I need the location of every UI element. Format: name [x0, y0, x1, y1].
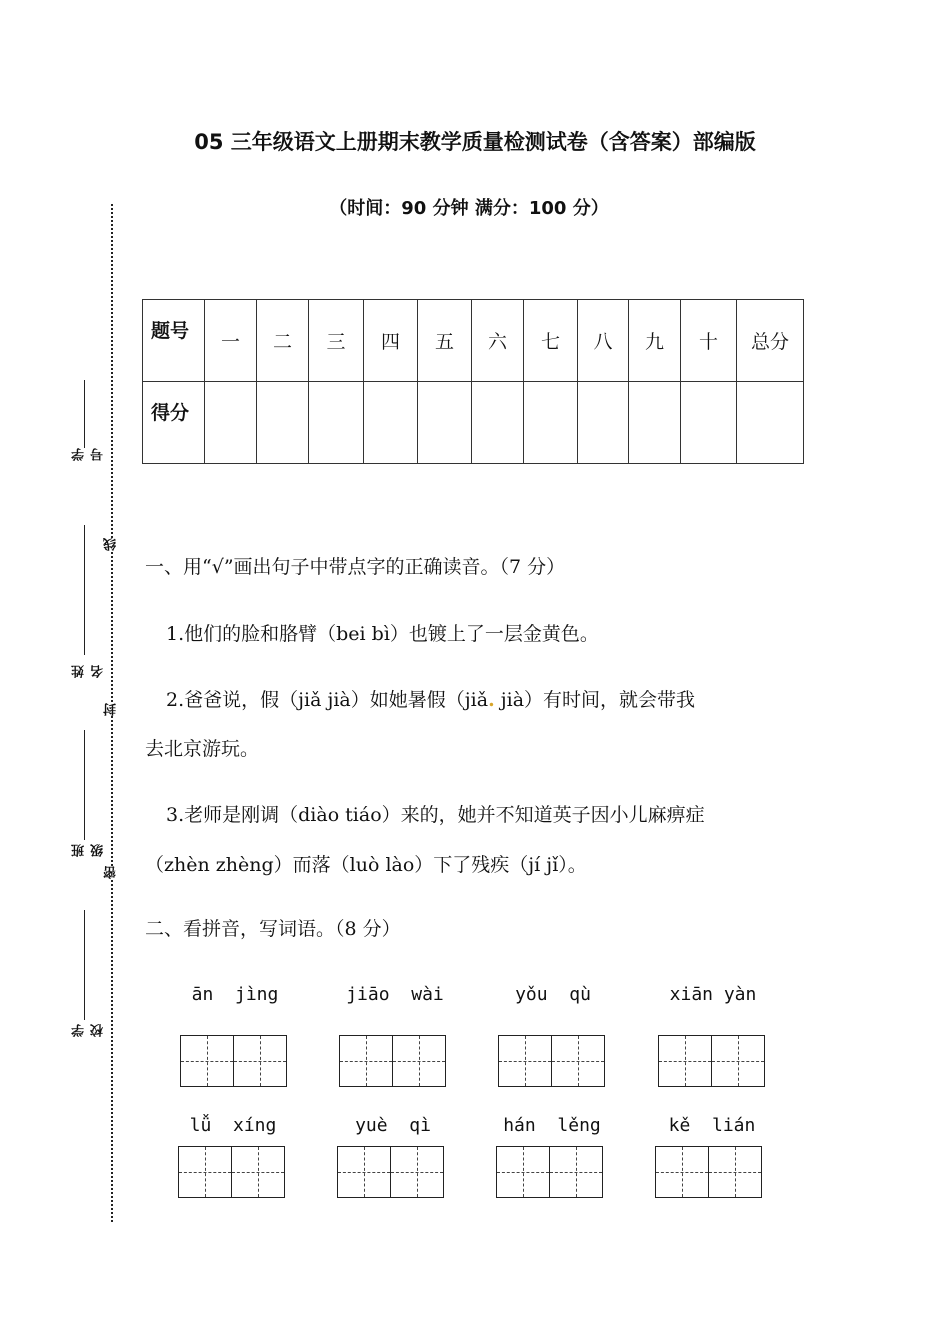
pinyin-label: hán lěng: [503, 1115, 601, 1136]
column-header: 三: [309, 300, 364, 382]
student-id-label: 学号: [72, 448, 106, 461]
score-cell[interactable]: [205, 382, 257, 464]
page-title: 05 三年级语文上册期末教学质量检测试卷（含答案）部编版: [194, 130, 756, 154]
writing-cell[interactable]: [655, 1146, 709, 1198]
class-line[interactable]: [84, 730, 85, 840]
score-cell[interactable]: [364, 382, 418, 464]
score-cell[interactable]: [629, 382, 681, 464]
score-cell[interactable]: [578, 382, 629, 464]
seal-word-secret: 密: [104, 866, 119, 879]
writing-cell[interactable]: [708, 1146, 762, 1198]
class-label: 班级: [72, 844, 106, 857]
writing-cell[interactable]: [233, 1035, 287, 1087]
writing-grid[interactable]: [180, 1035, 287, 1087]
score-cell[interactable]: [418, 382, 472, 464]
pinyin-label: lǚ xíng: [189, 1115, 277, 1136]
name-label: 姓名: [72, 665, 106, 678]
score-cell[interactable]: [309, 382, 364, 464]
writing-cell[interactable]: [231, 1146, 285, 1198]
question-1-3-continued: （zhèn zhèng）而落（luò lào）下了残疾（jí jǐ）。: [145, 854, 587, 876]
pinyin-label: yuè qì: [355, 1115, 431, 1136]
writing-grid[interactable]: [178, 1146, 285, 1198]
score-cell[interactable]: [257, 382, 309, 464]
score-cell[interactable]: [737, 382, 804, 464]
question-1-2-part-a: 2.爸爸说，假（jiǎ jià）如她暑假（jiǎ: [166, 689, 489, 711]
seal-word-seal: 封: [104, 703, 119, 716]
writing-grid[interactable]: [339, 1035, 446, 1087]
writing-cell[interactable]: [658, 1035, 712, 1087]
seal-word-line: 线: [104, 538, 119, 551]
section-2-heading: 二、看拼音，写词语。（8 分）: [145, 918, 401, 940]
school-line[interactable]: [84, 910, 85, 1020]
question-number-label: 题号: [143, 300, 205, 382]
question-1-2-continued: 去北京游玩。: [145, 738, 260, 760]
writing-cell[interactable]: [711, 1035, 765, 1087]
column-header: 五: [418, 300, 472, 382]
pinyin-label: yǒu qù: [515, 984, 591, 1005]
column-header: 六: [472, 300, 524, 382]
writing-cell[interactable]: [180, 1035, 234, 1087]
score-label: 得分: [143, 382, 205, 464]
student-id-line[interactable]: [84, 380, 85, 448]
pinyin-label: ān jìng: [191, 984, 279, 1005]
writing-cell[interactable]: [337, 1146, 391, 1198]
writing-cell[interactable]: [390, 1146, 444, 1198]
writing-grid[interactable]: [658, 1035, 765, 1087]
score-cell[interactable]: [524, 382, 578, 464]
writing-cell[interactable]: [178, 1146, 232, 1198]
score-cell[interactable]: [472, 382, 524, 464]
score-table-header-row: [143, 300, 804, 382]
column-header: 四: [364, 300, 418, 382]
column-header: 八: [578, 300, 629, 382]
pinyin-label: jiāo wài: [346, 984, 444, 1005]
section-1-heading: 一、用“√”画出句子中带点字的正确读音。（7 分）: [145, 556, 566, 578]
writing-cell[interactable]: [496, 1146, 550, 1198]
pinyin-label: xiān yàn: [669, 984, 757, 1005]
writing-cell[interactable]: [498, 1035, 552, 1087]
emphasis-dot: .: [488, 689, 495, 711]
question-1-3: 3.老师是刚调（diào tiáo）来的，她并不知道英子因小儿麻痹症: [166, 804, 705, 826]
column-header: 一: [205, 300, 257, 382]
column-header: 七: [524, 300, 578, 382]
writing-cell[interactable]: [339, 1035, 393, 1087]
writing-grid[interactable]: [655, 1146, 762, 1198]
name-line[interactable]: [84, 525, 85, 655]
score-cell[interactable]: [681, 382, 737, 464]
column-header: 十: [681, 300, 737, 382]
school-label: 学校: [72, 1024, 106, 1037]
score-table-score-row: [143, 382, 804, 464]
writing-cell[interactable]: [392, 1035, 446, 1087]
question-1-1: 1.他们的脸和胳臂（bei bì）也镀上了一层金黄色。: [166, 623, 599, 645]
question-1-2-part-b: jià）有时间，就会带我: [494, 689, 696, 711]
writing-grid[interactable]: [496, 1146, 603, 1198]
exam-time-info: （时间：90 分钟 满分：100 分）: [329, 198, 609, 219]
writing-grid[interactable]: [337, 1146, 444, 1198]
writing-cell[interactable]: [549, 1146, 603, 1198]
writing-cell[interactable]: [551, 1035, 605, 1087]
score-table: [142, 299, 804, 464]
question-1-2: [166, 685, 695, 712]
column-header: 二: [257, 300, 309, 382]
pinyin-label: kě lián: [668, 1115, 756, 1136]
column-header: 总分: [737, 300, 804, 382]
writing-grid[interactable]: [498, 1035, 605, 1087]
column-header: 九: [629, 300, 681, 382]
